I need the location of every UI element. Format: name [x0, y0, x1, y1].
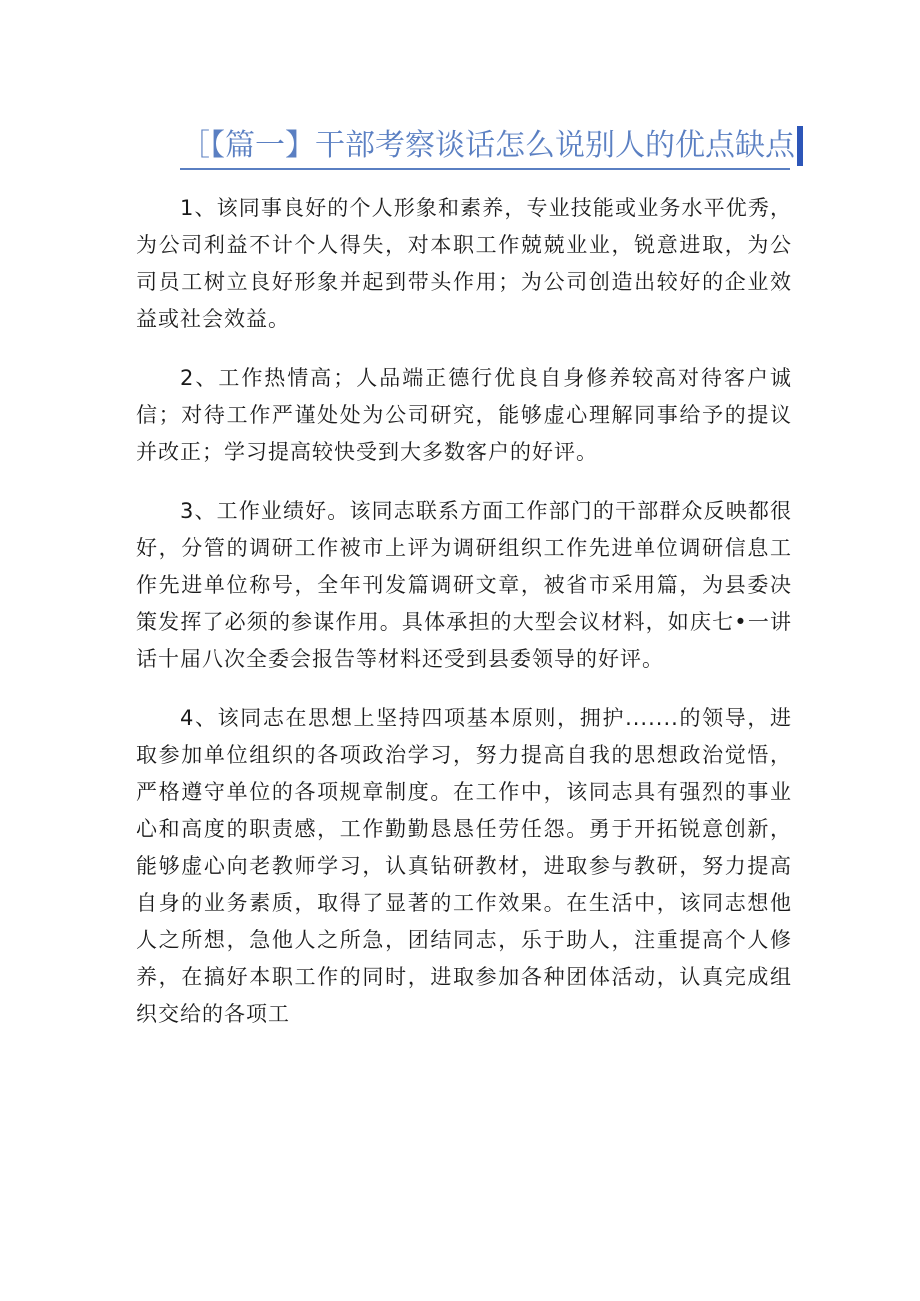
paragraph-2: 2、工作热情高；人品端正德行优良自身修养较高对待客户诚信；对待工作严谨处处为公司研究，能够虚心理解同事给予的提议并改正；学习提高较快受到大多数客户的好评。	[136, 366, 792, 464]
paragraph-3: 3、工作业绩好。该同志联系方面工作部门的干部群众反映都很好，分管的调研工作被市上评为调研组织工作先进单位调研信息工作先进单位称号，全年刊发篇调研文章，被省市采用篇，为县委决策发挥了必须的参谋作用。具体承担的大型会议材料，如庆七•一讲话十届八次全委会报告等材料还受到县委领导的好评。	[136, 499, 792, 671]
text-cursor-bar	[797, 126, 803, 166]
document-title	[180, 124, 795, 170]
paragraph-4: 4、该同志在思想上坚持四项基本原则，拥护.......的领导，进取参加单位组织的各项政治学习，努力提高自我的思想政治觉悟，严格遵守单位的各项规章制度。在工作中，该同志具有强烈的事业心和高度的职责感，工作勤勤恳恳任劳任怨。勇于开拓锐意创新，能够虚心向老教师学习，认真钻研教材，进取参与教研，努力提高自身的业务素质，取得了显著的工作效果。在生活中，该同志想他人之所想，急他人之所急，团结同志，乐于助人，注重提高个人修养，在搞好本职工作的同时，进取参加各种团体活动，认真完成组织交给的各项工	[136, 706, 792, 1026]
paragraph-1: 1、该同事良好的个人形象和素养，专业技能或业务水平优秀，为公司利益不计个人得失，对本职工作兢兢业业，锐意进取，为公司员工树立良好形象并起到带头作用；为公司创造出较好的企业效益或社会效益。	[136, 196, 792, 331]
title-text: ［【篇一】干部考察谈话怎么说别人的优点缺点	[180, 128, 795, 163]
document-body	[136, 190, 792, 1055]
